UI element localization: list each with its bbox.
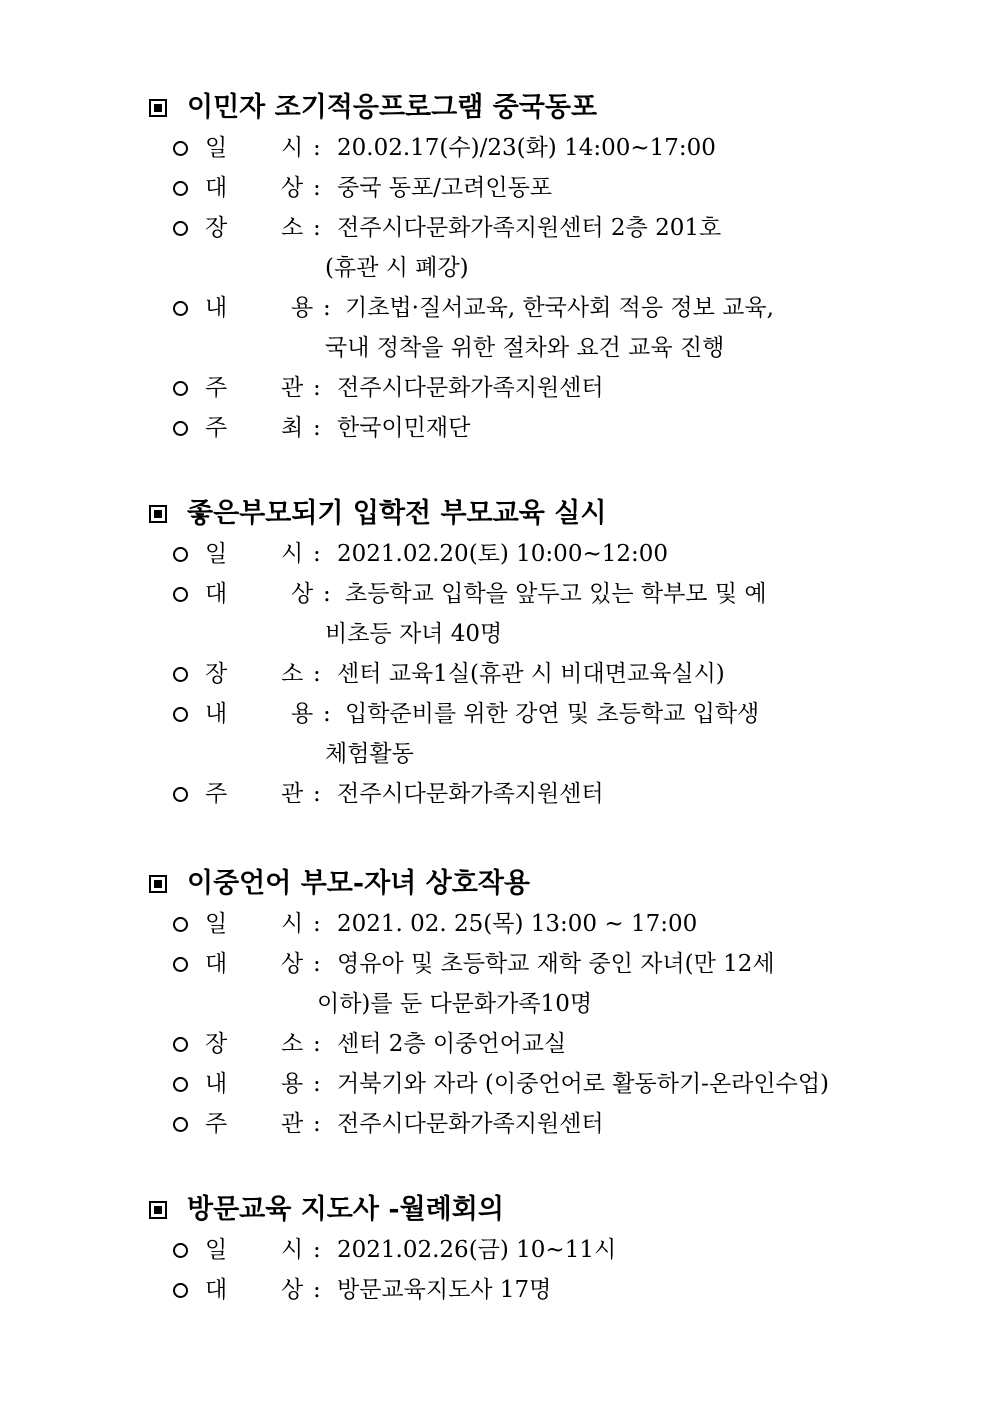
square-bullet-icon (149, 505, 167, 523)
label-part-2: 용 (291, 701, 314, 727)
list-item (145, 1104, 865, 1144)
label-part-2: 관 (281, 1111, 304, 1137)
list-item (145, 694, 865, 734)
section-bilingual-interaction (145, 864, 865, 1144)
label-part-1: 내 (205, 295, 228, 321)
section-title (145, 88, 865, 128)
colon: : (313, 1277, 321, 1303)
section-parent-education (145, 494, 865, 814)
colon: : (313, 175, 321, 201)
label-part-2: 상 (281, 175, 304, 201)
item-value: 2021.02.26(금) 10~11시 (337, 1237, 617, 1263)
label-part-2: 시 (281, 135, 304, 161)
label-part-2: 용 (281, 1071, 304, 1097)
circle-bullet-icon (173, 221, 188, 236)
item-value: 전주시다문화가족지원센터 (337, 781, 604, 807)
list-item (145, 208, 865, 248)
label-part-1: 주 (205, 415, 228, 441)
colon: : (313, 135, 321, 161)
circle-bullet-icon (173, 1283, 188, 1298)
colon: : (313, 415, 321, 441)
item-value-continuation: 이하)를 둔 다문화가족10명 (317, 991, 593, 1017)
colon: : (313, 911, 321, 937)
colon: : (313, 375, 321, 401)
circle-bullet-icon (173, 181, 188, 196)
list-item (145, 534, 865, 574)
list-item (145, 128, 865, 168)
list-item (145, 408, 865, 448)
label-part-2: 소 (281, 661, 304, 687)
circle-bullet-icon (173, 667, 188, 682)
circle-bullet-icon (173, 917, 188, 932)
item-value-continuation: (휴관 시 폐강) (325, 255, 469, 281)
item-value: 전주시다문화가족지원센터 2층 201호 (337, 215, 722, 241)
item-value: 한국이민재단 (337, 415, 471, 441)
label-part-1: 장 (205, 215, 228, 241)
label-part-1: 주 (205, 375, 228, 401)
circle-bullet-icon (173, 421, 188, 436)
circle-bullet-icon (173, 787, 188, 802)
circle-bullet-icon (173, 587, 188, 602)
item-value: 2021.02.20(토) 10:00~12:00 (337, 541, 668, 567)
list-item (145, 774, 865, 814)
section-title (145, 864, 865, 904)
label-part-2: 관 (281, 375, 304, 401)
square-bullet-icon (149, 1201, 167, 1219)
list-item (145, 168, 865, 208)
item-value: 2021. 02. 25(목) 13:00 ~ 17:00 (337, 911, 698, 937)
section-title (145, 494, 865, 534)
circle-bullet-icon (173, 1117, 188, 1132)
label-part-1: 일 (205, 541, 228, 567)
label-part-1: 대 (205, 1277, 228, 1303)
colon: : (323, 295, 331, 321)
label-part-2: 소 (281, 1031, 304, 1057)
colon: : (313, 1237, 321, 1263)
list-item (145, 1270, 865, 1310)
label-part-1: 일 (205, 135, 228, 161)
item-value: 초등학교 입학을 앞두고 있는 학부모 및 예 (345, 581, 767, 607)
list-item (145, 1064, 865, 1104)
circle-bullet-icon (173, 1037, 188, 1052)
circle-bullet-icon (173, 301, 188, 316)
list-item (145, 368, 865, 408)
item-value-continuation: 국내 정착을 위한 절차와 요건 교육 진행 (325, 335, 725, 361)
item-value: 방문교육지도사 17명 (337, 1277, 552, 1303)
label-part-1: 주 (205, 781, 228, 807)
section-title (145, 1190, 865, 1230)
list-item (145, 944, 865, 984)
item-value: 거북기와 자라 (이중언어로 활동하기-온라인수업) (337, 1071, 830, 1097)
item-value: 중국 동포/고려인동포 (337, 175, 553, 201)
label-part-2: 시 (281, 911, 304, 937)
label-part-2: 상 (291, 581, 314, 607)
section-title-text: 이중언어 부모-자녀 상호작용 (187, 868, 530, 899)
label-part-2: 상 (281, 1277, 304, 1303)
label-part-1: 내 (205, 1071, 228, 1097)
label-part-1: 장 (205, 661, 228, 687)
section-title-text: 이민자 조기적응프로그램 중국동포 (187, 92, 598, 123)
item-value-continuation: 체험활동 (325, 741, 414, 767)
list-item (145, 904, 865, 944)
label-part-1: 내 (205, 701, 228, 727)
colon: : (313, 1111, 321, 1137)
item-value: 영유아 및 초등학교 재학 중인 자녀(만 12세 (337, 951, 775, 977)
label-part-1: 장 (205, 1031, 228, 1057)
label-part-2: 시 (281, 1237, 304, 1263)
label-part-2: 관 (281, 781, 304, 807)
label-part-1: 대 (205, 951, 228, 977)
colon: : (313, 1071, 321, 1097)
list-item (145, 1230, 865, 1270)
circle-bullet-icon (173, 957, 188, 972)
list-item (145, 1024, 865, 1064)
item-value: 센터 2층 이중언어교실 (337, 1031, 567, 1057)
square-bullet-icon (149, 99, 167, 117)
colon: : (313, 541, 321, 567)
colon: : (313, 215, 321, 241)
circle-bullet-icon (173, 1077, 188, 1092)
colon: : (313, 781, 321, 807)
label-part-2: 상 (281, 951, 304, 977)
label-part-2: 시 (281, 541, 304, 567)
item-value: 기초법·질서교육, 한국사회 적응 정보 교육, (345, 295, 774, 321)
colon: : (323, 701, 331, 727)
circle-bullet-icon (173, 141, 188, 156)
label-part-2: 용 (291, 295, 314, 321)
section-immigrant-program (145, 88, 865, 448)
section-title-text: 방문교육 지도사 -월례회의 (187, 1194, 504, 1225)
item-value: 입학준비를 위한 강연 및 초등학교 입학생 (345, 701, 760, 727)
circle-bullet-icon (173, 381, 188, 396)
square-bullet-icon (149, 875, 167, 893)
item-value-continuation: 비초등 자녀 40명 (325, 621, 503, 647)
colon: : (313, 661, 321, 687)
item-value: 센터 교육1실(휴관 시 비대면교육실시) (337, 661, 725, 687)
label-part-1: 대 (205, 581, 228, 607)
item-value: 20.02.17(수)/23(화) 14:00~17:00 (337, 135, 716, 161)
colon: : (313, 1031, 321, 1057)
list-item (145, 288, 865, 328)
section-visiting-instructor-meeting (145, 1190, 865, 1310)
label-part-1: 주 (205, 1111, 228, 1137)
circle-bullet-icon (173, 707, 188, 722)
circle-bullet-icon (173, 1243, 188, 1258)
label-part-1: 일 (205, 911, 228, 937)
circle-bullet-icon (173, 547, 188, 562)
item-value: 전주시다문화가족지원센터 (337, 375, 604, 401)
item-value: 전주시다문화가족지원센터 (337, 1111, 604, 1137)
colon: : (313, 951, 321, 977)
section-title-text: 좋은부모되기 입학전 부모교육 실시 (187, 498, 607, 529)
label-part-2: 최 (281, 415, 304, 441)
label-part-1: 일 (205, 1237, 228, 1263)
list-item (145, 654, 865, 694)
label-part-1: 대 (205, 175, 228, 201)
colon: : (323, 581, 331, 607)
label-part-2: 소 (281, 215, 304, 241)
list-item (145, 574, 865, 614)
